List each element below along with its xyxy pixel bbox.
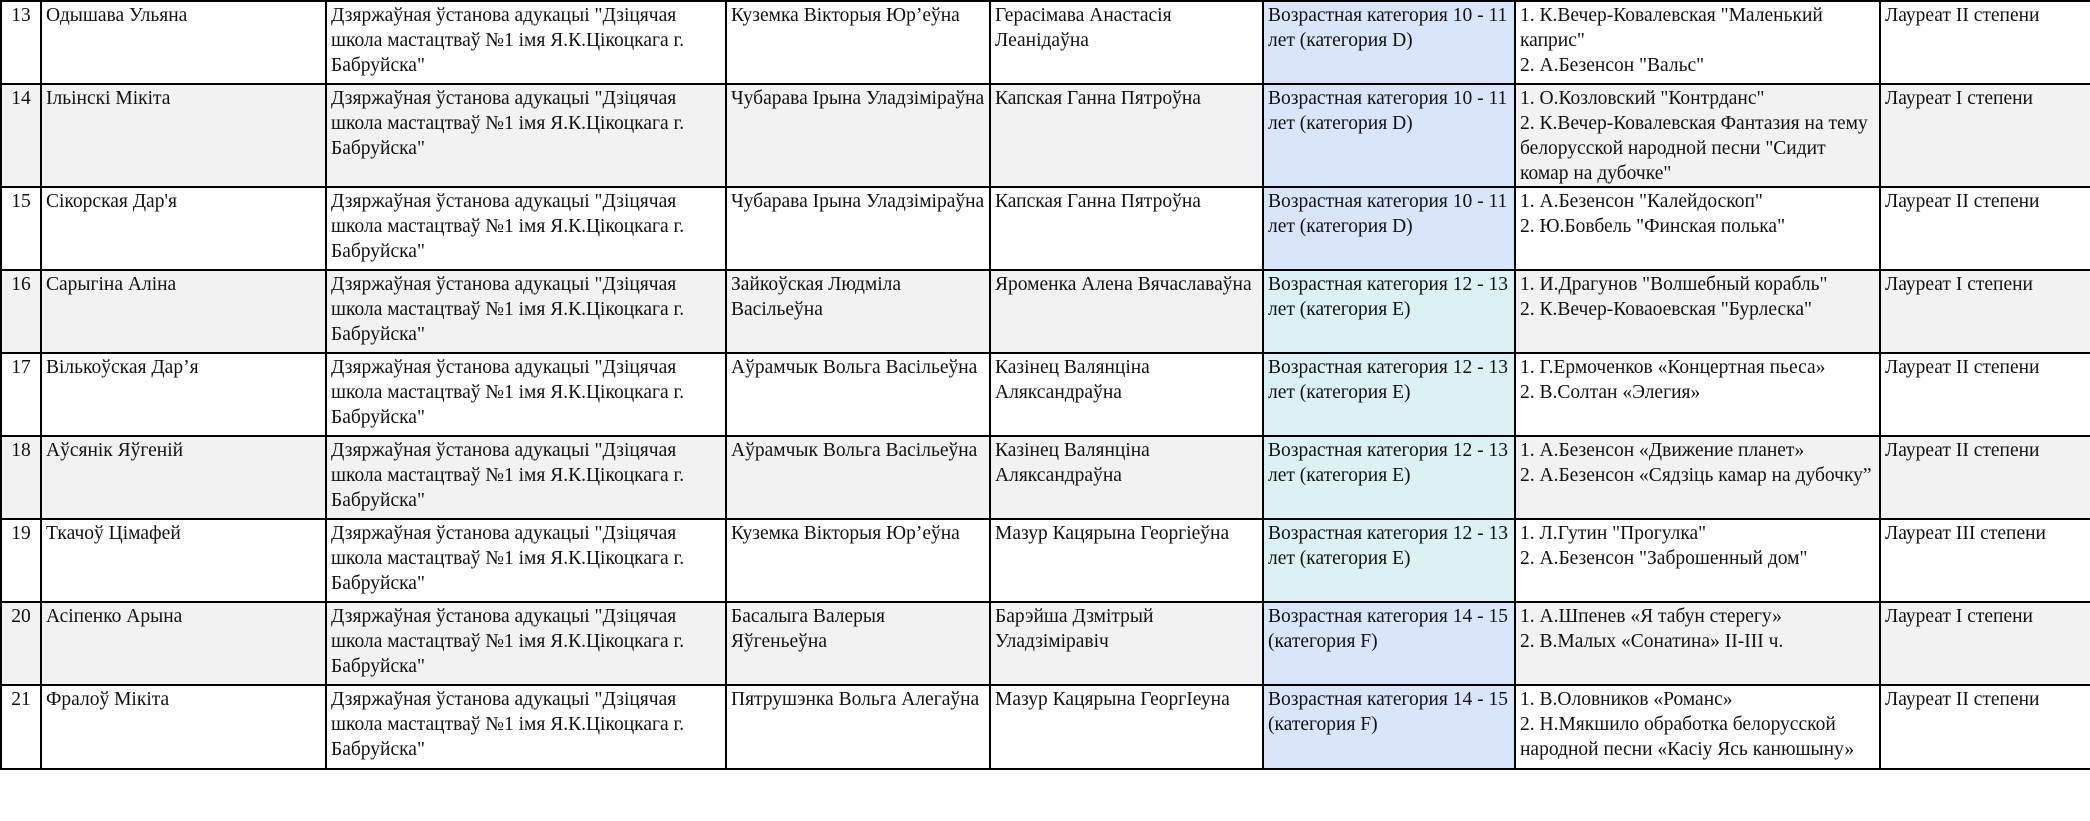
program-cell [1515,519,1880,602]
row-number-cell: 15 [1,187,41,270]
accompanist-cell: Казінец Валянціна Аляксандраўна [990,436,1263,519]
program-item: 2. К.Вечер-Ковалевская Фантазия на тему белорусской народной песни "Сидит комар на дубочке" [1520,113,1868,184]
participant-name-cell: Сікорская Дар'я [41,187,326,270]
program-item: 1. А.Шпенев «Я табун стерегу» [1520,606,1782,627]
program-cell [1515,187,1880,270]
row-number-cell: 19 [1,519,41,602]
result-cell: Лауреат II степени [1880,353,2090,436]
teacher-cell: Аўрамчык Вольга Васільеўна [726,353,990,436]
program-item: 1. Г.Ермоченков «Концертная пьеса» [1520,357,1826,378]
program-cell [1515,1,1880,84]
program-cell [1515,270,1880,353]
row-number-cell: 20 [1,602,41,685]
program-item: 2. Ю.Бовбель "Финская полька" [1520,216,1786,237]
program-cell [1515,685,1880,769]
school-cell: Дзяржаўная ўстанова адукацыі "Дзіцячая школа мастацтваў №1 імя Я.К.Цікоцкага г. Бабруйска" [326,436,726,519]
accompanist-cell: Казінец Валянціна Аляксандраўна [990,353,1263,436]
row-number-cell: 13 [1,1,41,84]
school-cell: Дзяржаўная ўстанова адукацыі "Дзіцячая школа мастацтваў №1 імя Я.К.Цікоцкага г. Бабруйска" [326,602,726,685]
row-number-cell: 17 [1,353,41,436]
age-category-cell: Возрастная категория 10 - 11 лет (категория D) [1263,1,1515,84]
result-cell: Лауреат I степени [1880,602,2090,685]
age-category-cell: Возрастная категория 14 - 15 (категория F) [1263,602,1515,685]
program-cell [1515,84,1880,187]
school-cell: Дзяржаўная ўстанова адукацыі "Дзіцячая школа мастацтваў №1 імя Я.К.Цікоцкага г. Бабруйска" [326,519,726,602]
table-row [1,187,2090,270]
school-cell: Дзяржаўная ўстанова адукацыі "Дзіцячая школа мастацтваў №1 імя Я.К.Цікоцкага г. Бабруйска" [326,685,726,769]
age-category-cell: Возрастная категория 12 - 13 лет (категория E) [1263,519,1515,602]
table-row [1,1,2090,84]
teacher-cell: Пятрушэнка Вольга Алегаўна [726,685,990,769]
age-category-cell: Возрастная категория 12 - 13 лет (категория E) [1263,353,1515,436]
results-table-body [1,1,2090,769]
participant-name-cell: Ткачоў Цімафей [41,519,326,602]
participant-name-cell: Фралоў Мікіта [41,685,326,769]
accompanist-cell: Яроменка Алена Вячаславаўна [990,270,1263,353]
teacher-cell: Куземка Вікторыя Юр’еўна [726,519,990,602]
result-cell: Лауреат II степени [1880,436,2090,519]
program-item: 2. В.Малых «Сонатина» II-III ч. [1520,631,1784,652]
teacher-cell: Куземка Вікторыя Юр’еўна [726,1,990,84]
table-row [1,84,2090,187]
age-category-cell: Возрастная категория 12 - 13 лет (категория E) [1263,270,1515,353]
program-cell [1515,602,1880,685]
result-cell: Лауреат II степени [1880,187,2090,270]
result-cell: Лауреат II степени [1880,1,2090,84]
age-category-cell: Возрастная категория 10 - 11 лет (категория D) [1263,187,1515,270]
row-number-cell: 14 [1,84,41,187]
result-cell: Лауреат I степени [1880,270,2090,353]
program-item: 2. А.Безенсон "Заброшенный дом" [1520,548,1808,569]
program-item: 1. В.Оловников «Романс» [1520,689,1733,710]
accompanist-cell: Капская Ганна Пятроўна [990,187,1263,270]
age-category-cell: Возрастная категория 14 - 15 (категория F) [1263,685,1515,769]
program-item: 1. О.Козловский "Контрданс" [1520,88,1765,109]
table-row [1,270,2090,353]
result-cell: Лауреат III степени [1880,519,2090,602]
age-category-cell: Возрастная категория 12 - 13 лет (категория E) [1263,436,1515,519]
school-cell: Дзяржаўная ўстанова адукацыі "Дзіцячая школа мастацтваў №1 імя Я.К.Цікоцкага г. Бабруйска" [326,353,726,436]
table-row [1,685,2090,769]
teacher-cell: Чубарава Ірына Уладзіміраўна [726,187,990,270]
participant-name-cell: Сарыгіна Аліна [41,270,326,353]
participant-name-cell: Аўсянік Яўгеній [41,436,326,519]
teacher-cell: Аўрамчык Вольга Васільеўна [726,436,990,519]
teacher-cell: Чубарава Ірына Уладзіміраўна [726,84,990,187]
school-cell: Дзяржаўная ўстанова адукацыі "Дзіцячая школа мастацтваў №1 імя Я.К.Цікоцкага г. Бабруйска" [326,84,726,187]
table-row [1,519,2090,602]
program-item: 2. Н.Мякшило обработка белорусской народной песни «Касіу Ясь канюшыну» [1520,714,1855,760]
teacher-cell: Басалыга Валерыя Яўгеньеўна [726,602,990,685]
program-item: 2. В.Солтан «Элегия» [1520,382,1701,403]
program-item: 2. А.Безенсон «Сядзіць камар на дубочку” [1520,465,1872,486]
accompanist-cell: Барэйша Дзмітрый Уладзіміравіч [990,602,1263,685]
result-cell: Лауреат I степени [1880,84,2090,187]
participant-name-cell: Одышава Ульяна [41,1,326,84]
school-cell: Дзяржаўная ўстанова адукацыі "Дзіцячая школа мастацтваў №1 імя Я.К.Цікоцкага г. Бабруйска" [326,270,726,353]
program-item: 1. А.Безенсон "Калейдоскоп" [1520,191,1763,212]
teacher-cell: Зайкоўская Людміла Васільеўна [726,270,990,353]
result-cell: Лауреат II степени [1880,685,2090,769]
table-row [1,602,2090,685]
program-cell [1515,353,1880,436]
program-cell [1515,436,1880,519]
accompanist-cell: Мазур Кацярына Георгіеўна [990,519,1263,602]
accompanist-cell: Герасімава Анастасія Леанідаўна [990,1,1263,84]
program-item: 2. А.Безенсон "Вальс" [1520,55,1705,76]
program-item: 1. И.Драгунов "Волшебный корабль" [1520,274,1828,295]
participant-name-cell: Асіпенко Арына [41,602,326,685]
program-item: 1. Л.Гутин "Прогулка" [1520,523,1707,544]
program-item: 1. А.Безенсон «Движение планет» [1520,440,1805,461]
row-number-cell: 16 [1,270,41,353]
row-number-cell: 18 [1,436,41,519]
accompanist-cell: Капская Ганна Пятроўна [990,84,1263,187]
school-cell: Дзяржаўная ўстанова адукацыі "Дзіцячая школа мастацтваў №1 імя Я.К.Цікоцкага г. Бабруйска" [326,187,726,270]
participant-name-cell: Ільінскі Мікіта [41,84,326,187]
row-number-cell: 21 [1,685,41,769]
program-item: 2. К.Вечер-Коваоевская "Бурлеска" [1520,299,1812,320]
participant-name-cell: Вількоўская Дар’я [41,353,326,436]
accompanist-cell: Мазур Кацярына ГеоргІеуна [990,685,1263,769]
program-item: 1. К.Вечер-Ковалевская "Маленький каприс" [1520,5,1823,51]
school-cell: Дзяржаўная ўстанова адукацыі "Дзіцячая школа мастацтваў №1 імя Я.К.Цікоцкага г. Бабруйска" [326,1,726,84]
table-row [1,436,2090,519]
age-category-cell: Возрастная категория 10 - 11 лет (категория D) [1263,84,1515,187]
table-row [1,353,2090,436]
